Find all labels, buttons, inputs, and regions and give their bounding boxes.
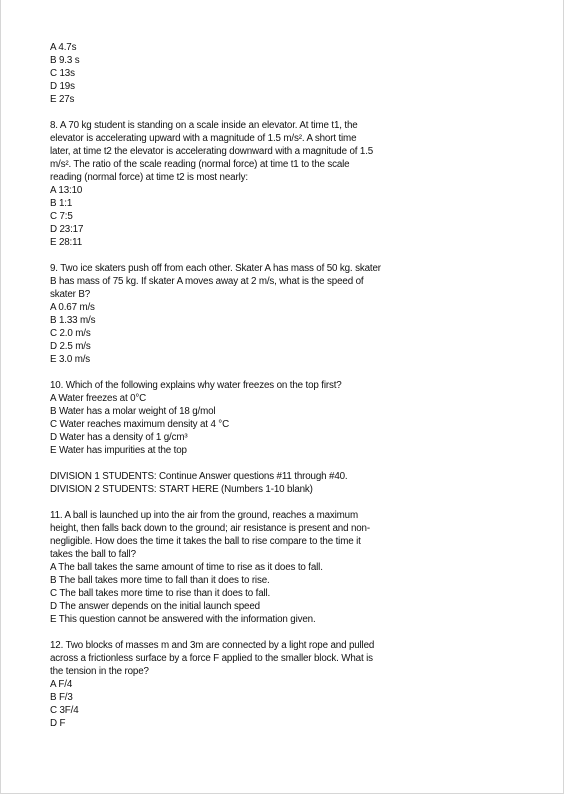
answer-choice: C 2.0 m/s	[50, 328, 91, 339]
answer-choice: A F/4	[50, 679, 73, 690]
question-7-choices	[50, 41, 420, 106]
question-11	[50, 509, 420, 626]
answer-choice: A 13:10	[50, 185, 83, 196]
answer-choice: D The answer depends on the initial launch speed	[50, 601, 260, 612]
question-text: across a frictionless surface by a force F applied to the smaller block. What is	[50, 653, 373, 664]
answer-choice: D 2.5 m/s	[50, 341, 91, 352]
question-10	[50, 379, 420, 457]
answer-choice: B 1:1	[50, 198, 73, 209]
question-text: 9. Two ice skaters push off from each other. Skater A has mass of 50 kg. skater	[50, 263, 381, 274]
answer-choice: A 4.7s	[50, 42, 77, 53]
question-12	[50, 639, 420, 730]
answer-choice: B The ball takes more time to fall than it does to rise.	[50, 575, 270, 586]
question-text: 12. Two blocks of masses m and 3m are connected by a light rope and pulled	[50, 640, 375, 651]
answer-choice: A 0.67 m/s	[50, 302, 95, 313]
question-text: height, then falls back down to the ground; air resistance is present and non-	[50, 523, 370, 534]
division-2-note: DIVISION 2 STUDENTS: START HERE (Numbers 1-10 blank)	[50, 484, 313, 495]
question-text: skater B?	[50, 289, 91, 300]
answer-choice: B 1.33 m/s	[50, 315, 96, 326]
answer-choice: D 23:17	[50, 224, 84, 235]
division-1-note: DIVISION 1 STUDENTS: Continue Answer questions #11 through #40.	[50, 471, 348, 482]
answer-choice: C The ball takes more time to rise than it does to fall.	[50, 588, 271, 599]
answer-choice: D F	[50, 718, 66, 729]
answer-choice: B F/3	[50, 692, 73, 703]
question-text: negligible. How does the time it takes the ball to rise compare to the time it	[50, 536, 361, 547]
answer-choice: E 28:11	[50, 237, 82, 248]
answer-choice: C 3F/4	[50, 705, 79, 716]
question-text: B has mass of 75 kg. If skater A moves away at 2 m/s, what is the speed of	[50, 276, 364, 287]
page-content	[50, 41, 420, 730]
question-9	[50, 262, 420, 366]
question-text: elevator is accelerating upward with a magnitude of 1.5 m/s². A short time	[50, 133, 357, 144]
answer-choice: E This question cannot be answered with the information given.	[50, 614, 316, 625]
division-instructions	[50, 470, 420, 496]
question-text: later, at time t2 the elevator is accelerating downward with a magnitude of 1.5	[50, 146, 374, 157]
answer-choice: C 13s	[50, 68, 75, 79]
question-text: reading (normal force) at time t2 is most nearly:	[50, 172, 248, 183]
question-text: 8. A 70 kg student is standing on a scale inside an elevator. At time t1, the	[50, 120, 358, 131]
question-8	[50, 119, 420, 249]
answer-choice: E 27s	[50, 94, 75, 105]
question-text: 10. Which of the following explains why water freezes on the top first?	[50, 380, 342, 391]
question-text: 11. A ball is launched up into the air from the ground, reaches a maximum	[50, 510, 358, 521]
answer-choice: A Water freezes at 0°C	[50, 393, 147, 404]
answer-choice: C Water reaches maximum density at 4 °C	[50, 419, 230, 430]
answer-choice: A The ball takes the same amount of time to rise as it does to fall.	[50, 562, 323, 573]
answer-choice: B Water has a molar weight of 18 g/mol	[50, 406, 216, 417]
answer-choice: D 19s	[50, 81, 75, 92]
answer-choice: C 7:5	[50, 211, 73, 222]
question-text: the tension in the rope?	[50, 666, 149, 677]
answer-choice: E 3.0 m/s	[50, 354, 91, 365]
question-text: m/s². The ratio of the scale reading (normal force) at time t1 to the scale	[50, 159, 350, 170]
answer-choice: E Water has impurities at the top	[50, 445, 187, 456]
answer-choice: B 9.3 s	[50, 55, 80, 66]
answer-choice: D Water has a density of 1 g/cm³	[50, 432, 188, 443]
question-text: takes the ball to fall?	[50, 549, 136, 560]
